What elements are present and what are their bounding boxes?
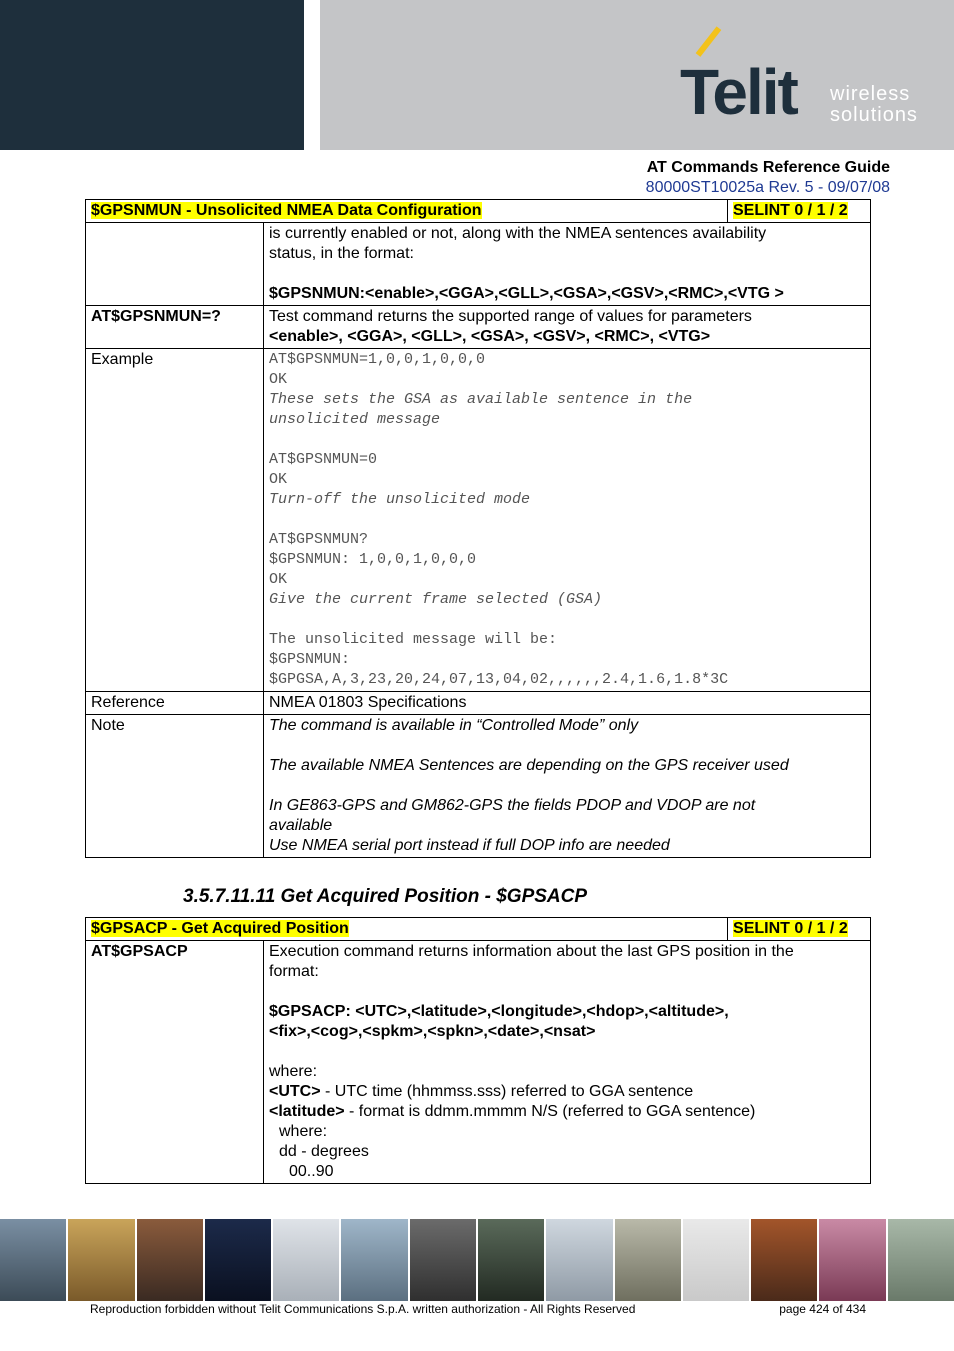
footer-image-strip xyxy=(0,1219,954,1301)
sub-where: where: xyxy=(279,1123,328,1140)
table-title-row xyxy=(86,200,871,223)
footer-photo xyxy=(615,1219,681,1301)
desc-line: format: xyxy=(269,963,319,980)
code-line: AT$GPSNMUN=1,0,0,1,0,0,0 xyxy=(269,351,486,368)
logo-brand: Telit xyxy=(680,56,797,128)
param-name: <latitude> xyxy=(269,1103,345,1120)
footer-photo xyxy=(478,1219,544,1301)
comment-line: These sets the GSA as available sentence in the xyxy=(269,391,693,408)
section-heading: 3.5.7.11.11 Get Acquired Position - $GPSACP xyxy=(183,886,588,907)
logo-tagline-2: solutions xyxy=(830,104,918,126)
desc-line: Test command returns the supported range of values for parameters xyxy=(269,308,752,325)
footer-copyright: Reproduction forbidden without Telit Communications S.p.A. written authorization - All Rights Reserved xyxy=(90,1302,636,1316)
doc-title: AT Commands Reference Guide xyxy=(646,159,890,176)
table-title-cell xyxy=(86,200,728,223)
code-line: $GPSNMUN: 1,0,0,1,0,0,0 xyxy=(269,551,477,568)
param-desc xyxy=(269,1102,865,1122)
gpsacp-table xyxy=(85,917,871,1184)
label-cell: Reference xyxy=(86,692,264,715)
footer-photo xyxy=(888,1219,954,1301)
code-line: OK xyxy=(269,571,288,588)
table-row xyxy=(86,223,871,306)
label-cell: AT$GPSACP xyxy=(86,941,264,1184)
selint-cell xyxy=(728,918,871,941)
gpsnmun-table xyxy=(85,199,871,858)
label-cell: AT$GPSNMUN=? xyxy=(86,306,264,349)
logo-tagline xyxy=(830,84,918,126)
table-title: $GPSACP - Get Acquired Position xyxy=(91,920,349,937)
footer-photo xyxy=(546,1219,612,1301)
footer-photo xyxy=(205,1219,271,1301)
footer-photo xyxy=(819,1219,885,1301)
param-desc xyxy=(269,1082,865,1102)
comment-line: Give the current frame selected (GSA) xyxy=(269,591,603,608)
desc-cell xyxy=(264,941,871,1184)
comment-line: Turn-off the unsolicited mode xyxy=(269,491,531,508)
desc-line: is currently enabled or not, along with the NMEA sentences availability xyxy=(269,225,767,242)
footer-photo xyxy=(751,1219,817,1301)
table-row xyxy=(86,306,871,349)
response-format: <fix>,<cog>,<spkm>,<spkn>,<date>,<nsat> xyxy=(269,1023,596,1040)
note-line: available xyxy=(269,817,333,834)
telit-logo xyxy=(676,48,936,132)
param-list: <enable>, <GGA>, <GLL>, <GSA>, <GSV>, <RMC>, <VTG> xyxy=(269,328,711,345)
desc-line: Execution command returns information about the last GPS position in the xyxy=(269,943,794,960)
sub-range: 00..90 xyxy=(289,1163,334,1180)
footer-photo xyxy=(273,1219,339,1301)
note-line: In GE863-GPS and GM862-GPS the fields PDOP and VDOP are not xyxy=(269,797,756,814)
table-title-cell xyxy=(86,918,728,941)
label-cell xyxy=(86,223,264,306)
desc-cell: NMEA 01803 Specifications xyxy=(264,692,871,715)
note-line: The available NMEA Sentences are depending on the GPS receiver used xyxy=(269,757,789,774)
header-dark-panel xyxy=(0,0,304,150)
footer-page-number: page 424 of 434 xyxy=(779,1302,866,1316)
doc-revision: 80000ST10025a Rev. 5 - 09/07/08 xyxy=(645,179,890,196)
label-cell: Note xyxy=(86,715,264,858)
footer-photo xyxy=(683,1219,749,1301)
table-title-row xyxy=(86,918,871,941)
table-row xyxy=(86,349,871,692)
footer-photo xyxy=(0,1219,66,1301)
response-format: $GPSNMUN:<enable>,<GGA>,<GLL>,<GSA>,<GSV>,<RMC>,<VTG > xyxy=(269,285,784,302)
param-text: - format is ddmm.mmmm N/S (referred to GGA sentence) xyxy=(344,1103,756,1120)
logo-tagline-1: wireless xyxy=(830,83,911,105)
note-line: Use NMEA serial port instead if full DOP info are needed xyxy=(269,837,670,854)
table-row xyxy=(86,941,871,1184)
example-cell xyxy=(264,349,871,692)
selint-badge: SELINT 0 / 1 / 2 xyxy=(733,920,848,937)
footer-photo xyxy=(410,1219,476,1301)
code-line: AT$GPSNMUN=0 xyxy=(269,451,378,468)
code-line: AT$GPSNMUN? xyxy=(269,531,369,548)
param-name: <UTC> xyxy=(269,1083,321,1100)
sub-degrees: dd - degrees xyxy=(279,1143,369,1160)
footer-photo xyxy=(137,1219,203,1301)
code-line: The unsolicited message will be: xyxy=(269,631,558,648)
table-row xyxy=(86,692,871,715)
table-title: $GPSNMUN - Unsolicited NMEA Data Configuration xyxy=(91,202,482,219)
code-line: $GPGSA,A,3,23,20,24,07,13,04,02,,,,,,2.4,1.6,1.8*3C xyxy=(269,671,729,688)
desc-line: status, in the format: xyxy=(269,245,414,262)
response-format: $GPSACP: <UTC>,<latitude>,<longitude>,<hdop>,<altitude>, xyxy=(269,1003,729,1020)
label-cell: Example xyxy=(86,349,264,692)
param-text: - UTC time (hhmmss.sss) referred to GGA sentence xyxy=(320,1083,694,1100)
footer-photo xyxy=(341,1219,407,1301)
footer-photo xyxy=(68,1219,134,1301)
code-line: OK xyxy=(269,371,288,388)
code-line: $GPSNMUN: xyxy=(269,651,351,668)
desc-cell xyxy=(264,306,871,349)
selint-badge: SELINT 0 / 1 / 2 xyxy=(733,202,848,219)
note-line: The command is available in “Controlled Mode” only xyxy=(269,717,639,734)
table-row xyxy=(86,715,871,858)
selint-cell xyxy=(728,200,871,223)
desc-cell xyxy=(264,223,871,306)
comment-line: unsolicited message xyxy=(269,411,441,428)
code-line: OK xyxy=(269,471,288,488)
note-cell xyxy=(264,715,871,858)
where-label: where: xyxy=(269,1063,318,1080)
